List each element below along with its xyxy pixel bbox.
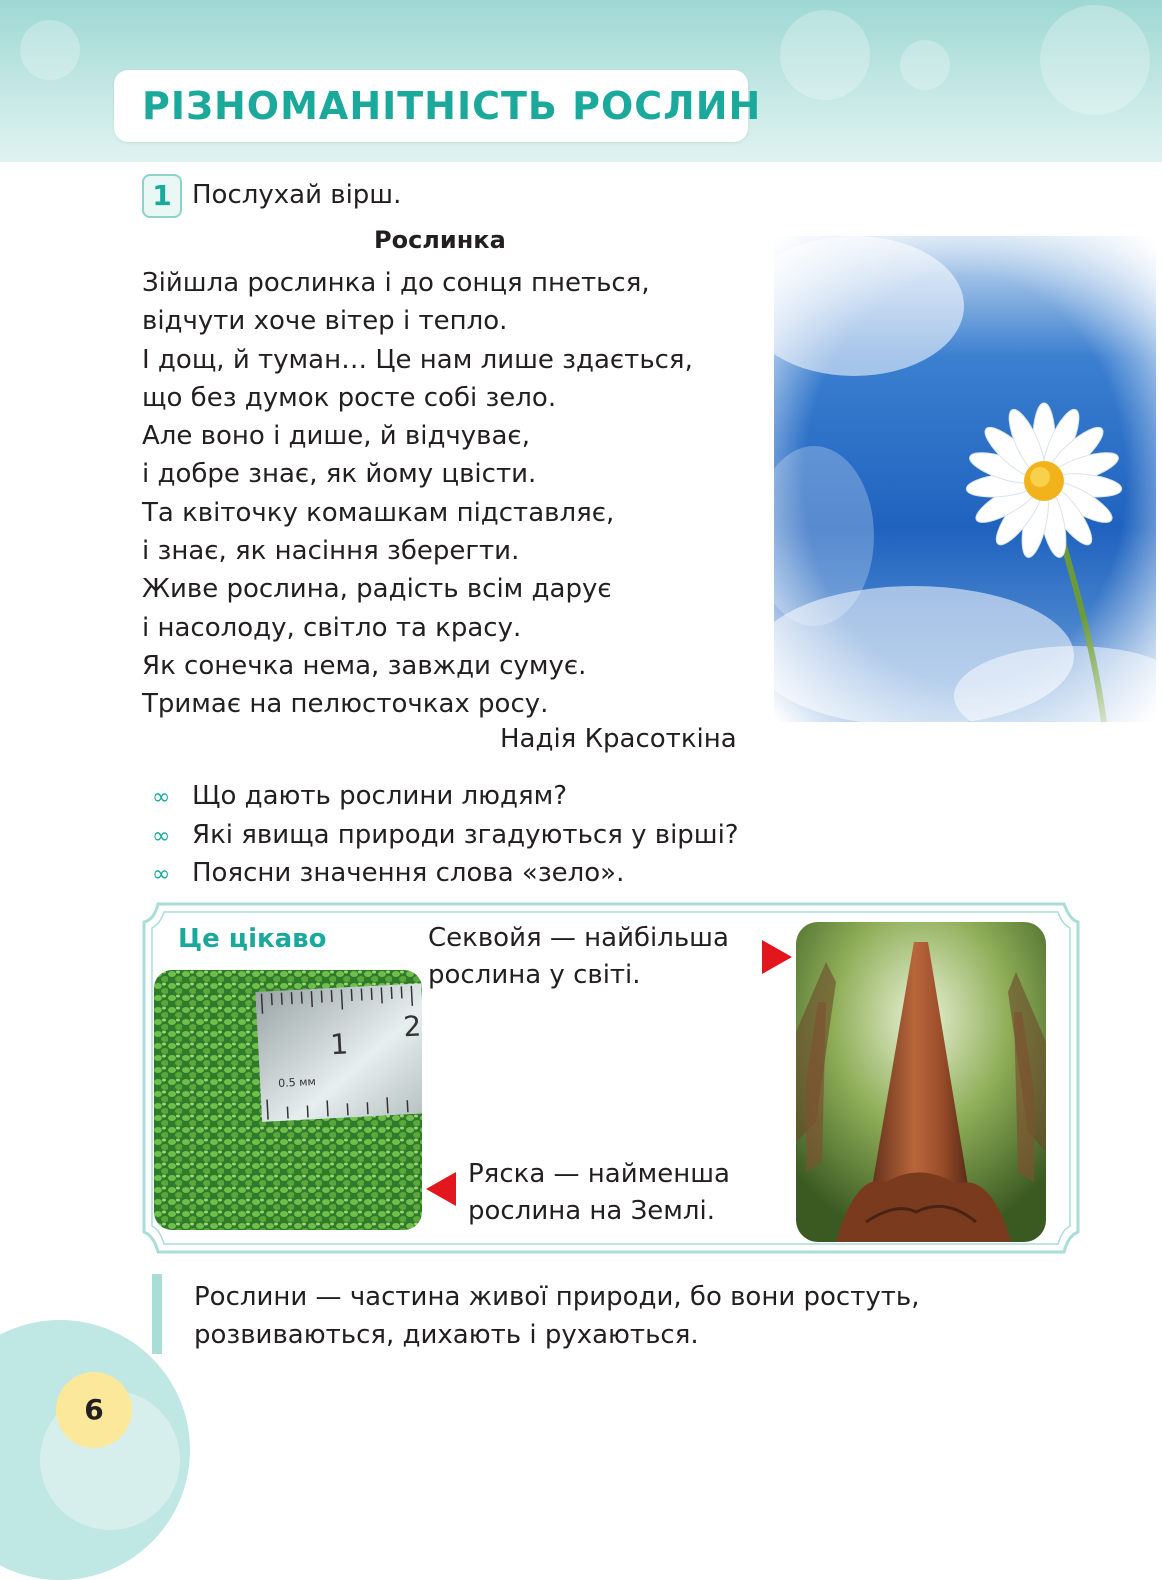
question-item bbox=[152, 778, 739, 817]
question-item bbox=[152, 855, 739, 894]
question-text: Що дають рослини людям? bbox=[192, 781, 568, 811]
infinity-bullet-icon: ∞ bbox=[152, 823, 171, 849]
decor-bubble bbox=[20, 20, 80, 80]
infinity-bullet-icon: ∞ bbox=[152, 785, 171, 810]
sequoia-photo bbox=[796, 922, 1046, 1242]
infinity-bullet-icon: ∞ bbox=[152, 862, 171, 887]
page-title: РІЗНОМАНІТНІСТЬ РОСЛИН bbox=[142, 84, 762, 128]
task-number-badge: 1 bbox=[142, 174, 182, 218]
fact-largest-plant: Секвойя — найбільша рослина у світі. bbox=[428, 923, 729, 990]
decor-bubble bbox=[780, 10, 870, 100]
poem-author: Надія Красоткіна bbox=[500, 724, 737, 754]
ruler-label-1: 1 bbox=[329, 1027, 349, 1062]
poem-line: що без думок росте собі зело. bbox=[142, 382, 557, 413]
poem-text bbox=[142, 264, 782, 724]
poem-line: Зійшла рослинка і до сонця пнеться, bbox=[142, 268, 650, 298]
fact-smallest-plant: Ряска — найменша рослина на Землі. bbox=[468, 1159, 730, 1226]
poem-line: і насолоду, світло та красу. bbox=[142, 612, 522, 643]
conclusion-accent-bar bbox=[152, 1274, 162, 1354]
conclusion-text: Рослини — частина живої природи, бо вони ростуть, розвиваються, дихають і рухаються. bbox=[194, 1282, 920, 1350]
duckweed-photo bbox=[154, 970, 422, 1230]
poem-line: І дощ, й туман… Це нам лише здається, bbox=[142, 344, 693, 375]
poem-line: і добре знає, як йому цвісти. bbox=[142, 459, 537, 490]
poem-line: і знає, як насіння зберегти. bbox=[142, 536, 520, 567]
fact-heading: Це цікаво bbox=[178, 924, 327, 954]
question-item bbox=[152, 817, 739, 856]
poem-title: Рослинка bbox=[374, 226, 506, 254]
arrow-left-icon bbox=[426, 1172, 456, 1206]
poem-line: Живе рослина, радість всім дарує bbox=[142, 574, 612, 605]
decor-bubble bbox=[900, 40, 950, 90]
questions-list bbox=[152, 778, 739, 894]
poem-line: Тримає на пелюсточках росу. bbox=[142, 689, 549, 720]
poem-line: відчути хоче вітер і тепло. bbox=[142, 306, 508, 337]
question-text: Поясни значення слова «зело». bbox=[192, 858, 625, 888]
task-instruction: Послухай вірш. bbox=[192, 180, 402, 210]
page-number: 6 bbox=[56, 1372, 132, 1448]
poem-line: Але воно і дише, й відчуває, bbox=[142, 421, 530, 452]
ruler-label-half-mm: 0.5 мм bbox=[277, 1075, 317, 1090]
poem-line: Та квіточку комашкам підставляє, bbox=[142, 497, 615, 528]
decor-bubble bbox=[1040, 5, 1150, 115]
question-text: Які явища природи згадуються у вірші? bbox=[192, 819, 739, 850]
ruler-label-2: 2 bbox=[402, 1009, 422, 1044]
arrow-right-icon bbox=[762, 940, 792, 974]
daisy-photo bbox=[774, 236, 1156, 722]
poem-line: Як сонечка нема, завжди сумує. bbox=[142, 650, 587, 681]
